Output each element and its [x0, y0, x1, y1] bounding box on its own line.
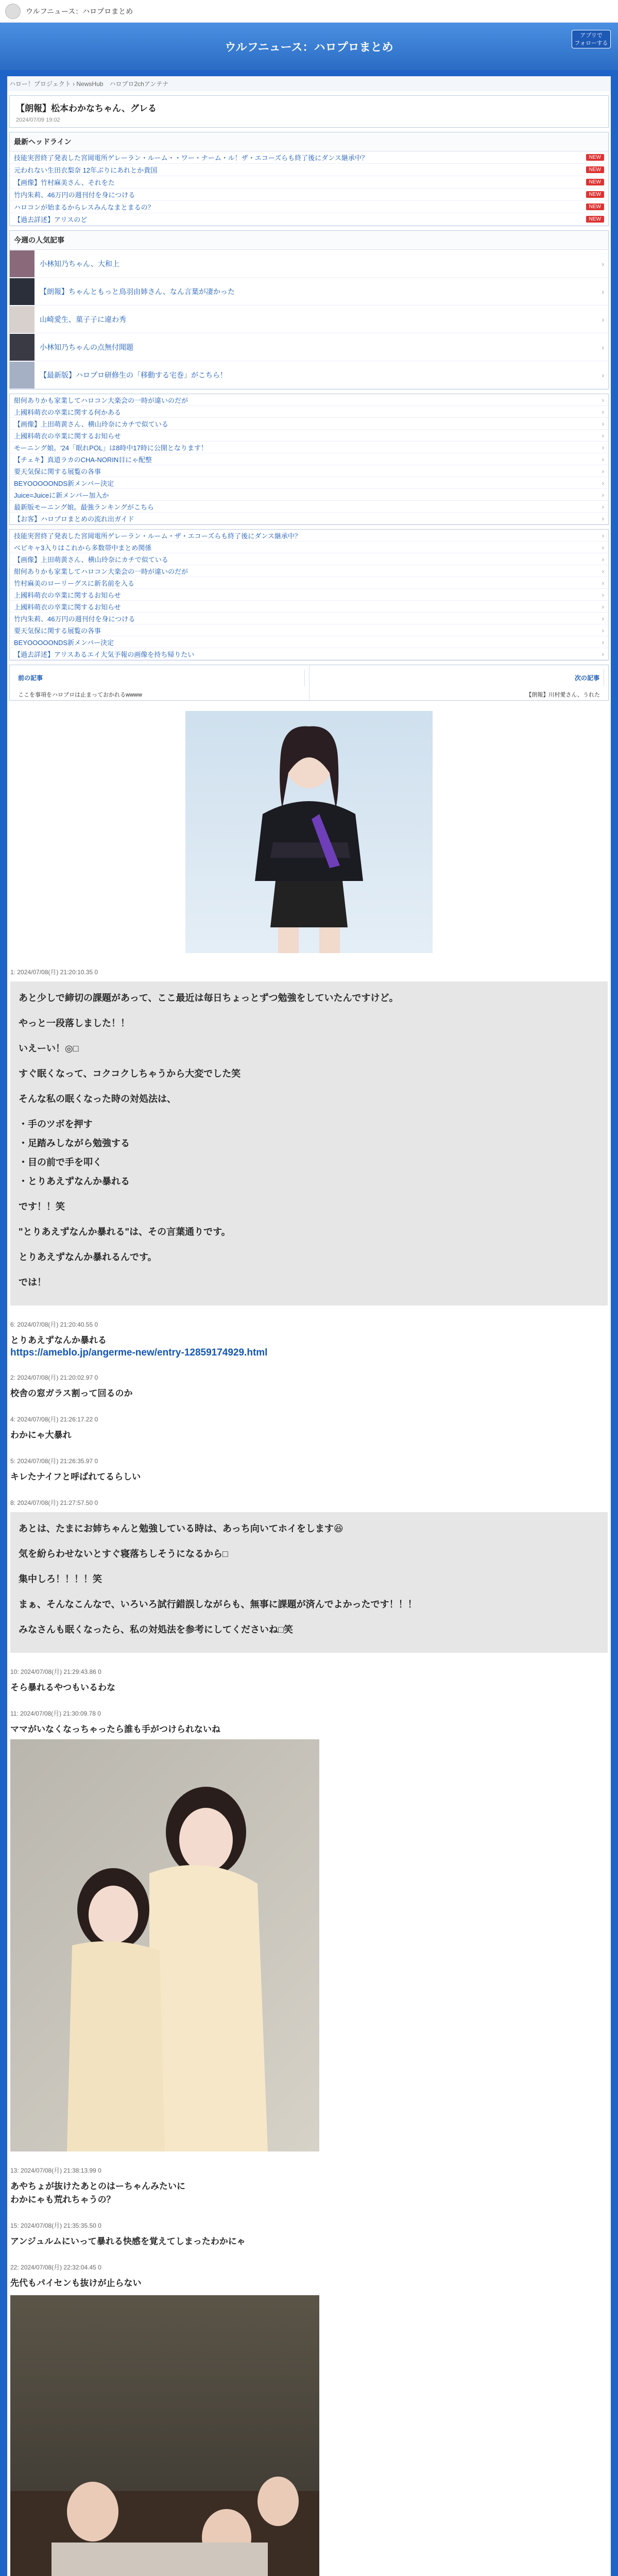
post-meta: 8: 2024/07/08(月) 21:27:57.50 0	[10, 1499, 98, 1506]
link-item[interactable]	[10, 477, 608, 489]
link-text[interactable]: 上國料萌衣の卒業に関するお知らせ	[14, 591, 121, 599]
chevron-right-icon: ›	[602, 602, 604, 611]
new-badge: NEW	[586, 204, 604, 210]
post	[7, 2263, 611, 2576]
post-body: わかにゃ大暴れ	[10, 1430, 72, 1440]
post-body: 先代もパイセンも抜けが止らない	[10, 2278, 142, 2288]
main-photo	[185, 711, 433, 953]
link-text[interactable]: 【過去詳述】アリスあるエイ大気予報の画像を持ち帰りたい	[14, 650, 195, 658]
headline-heading: 最新ヘッドライン	[10, 132, 608, 151]
chevron-right-icon: ›	[602, 614, 604, 622]
prev-article-text: ここを事項をハロプロは止まっておかれるwwww	[18, 692, 142, 698]
link-item[interactable]	[10, 406, 608, 418]
post-meta: 6: 2024/07/08(月) 21:20:40.55 0	[10, 1321, 98, 1328]
headline-item[interactable]	[10, 151, 608, 164]
link-list-1	[9, 394, 609, 525]
post-meta: 13: 2024/07/08(月) 21:38:13.99 0	[10, 2167, 101, 2174]
post-meta: 1: 2024/07/08(月) 21:20:10.35 0	[10, 969, 98, 976]
prev-next-nav	[9, 665, 609, 701]
link-item[interactable]	[10, 613, 608, 624]
link-item[interactable]	[10, 577, 608, 589]
popular-thumbnail[interactable]	[10, 362, 35, 388]
headline-link[interactable]: 竹内朱莉、46万円の週刊付を身につける	[14, 191, 135, 199]
post	[7, 1709, 611, 2151]
chevron-right-icon: ›	[602, 396, 604, 404]
next-label: 次の記事	[314, 669, 605, 686]
link-item[interactable]	[10, 430, 608, 442]
chevron-right-icon: ›	[602, 431, 604, 439]
post-meta: 11: 2024/07/08(月) 21:30:09.78 0	[10, 1710, 101, 1717]
site-title[interactable]: ウルフニュース：ハロプロまとめ	[225, 40, 393, 54]
popular-thumbnail[interactable]	[10, 278, 35, 305]
quote-line: みなさんも眠くなったら、私の対処法を参考にしてくださいね□笑	[19, 1624, 293, 1635]
chevron-right-icon: ›	[602, 443, 604, 451]
next-article-link[interactable]	[310, 665, 609, 700]
chevron-right-icon: ›	[602, 370, 604, 379]
new-badge: NEW	[586, 216, 604, 223]
popular-item[interactable]	[10, 333, 608, 361]
headline-item[interactable]	[10, 213, 608, 226]
chevron-right-icon: ›	[602, 579, 604, 587]
link-item[interactable]	[10, 489, 608, 501]
link-text[interactable]: 技能実習終了発表した宮岡電所ゲレーラン・ルーム・ザ・エコーズらも終了後にダンス継承中？	[14, 532, 301, 540]
post-body: ママがいなくなっちゃったら誰も手がつけられないね	[10, 1724, 220, 1734]
post	[7, 1667, 611, 1694]
post	[7, 1456, 611, 1484]
site-name[interactable]: ウルフニュース：ハロプロまとめ	[26, 7, 133, 15]
prev-article-link[interactable]	[10, 665, 310, 700]
chevron-right-icon: ›	[602, 555, 604, 563]
popular-item[interactable]	[10, 250, 608, 278]
headline-item[interactable]	[10, 201, 608, 213]
link-text[interactable]: 【お客】ハロプロまとめの流れ出ガイド	[14, 515, 134, 523]
new-badge: NEW	[586, 154, 604, 161]
link-item[interactable]	[10, 648, 608, 660]
new-badge: NEW	[586, 191, 604, 198]
breadcrumb[interactable]: ハロー！プロジェクト › NewsHub ハロプロ2chアンテナ	[7, 76, 611, 91]
link-item[interactable]	[10, 513, 608, 524]
quote-line: 気を紛らわせないとすぐ寝落ちしそうになるから□	[19, 1549, 228, 1559]
link-text[interactable]: モーニング娘。'24「眠れPOL」は8時中17時に公開となります！	[14, 444, 208, 452]
post-meta: 15: 2024/07/08(月) 21:35:35.50 0	[10, 2222, 101, 2229]
main-content	[7, 76, 611, 2576]
chevron-right-icon: ›	[602, 455, 604, 463]
headline-link[interactable]: 【画像】竹村麻美さん、それをた	[14, 179, 115, 187]
quoted-blog-text	[10, 1512, 608, 1653]
link-text[interactable]: 上國料萌衣の卒業に関する何かある	[14, 408, 122, 416]
chevron-right-icon: ›	[602, 502, 604, 511]
chevron-right-icon: ›	[602, 590, 604, 599]
popular-thumbnail[interactable]	[10, 250, 35, 277]
chevron-right-icon: ›	[602, 419, 604, 428]
link-text[interactable]: 上國料萌衣の卒業に関するお知らせ	[14, 432, 121, 440]
headline-link[interactable]: 技能実習終了発表した宮岡電所ゲレーラン・ルーム・・ワー・ナーム・ル！ザ・エコーズらも終了後にダンス継承中？	[14, 154, 368, 162]
chevron-right-icon: ›	[602, 514, 604, 522]
link-item[interactable]	[10, 394, 608, 406]
article-title: 【朗報】松本わかなちゃん、グレる	[16, 104, 157, 113]
post-body: そら暴れるやつもいるわな	[10, 1683, 115, 1692]
link-item[interactable]	[10, 601, 608, 613]
link-list-2	[9, 529, 609, 660]
post	[7, 1415, 611, 1442]
quoted-blog-text	[10, 981, 608, 1306]
post-url-link[interactable]: https://ameblo.jp/angerme-new/entry-12859174929.html	[10, 1347, 268, 1358]
chevron-right-icon: ›	[602, 626, 604, 634]
link-item[interactable]	[10, 418, 608, 430]
top-bar	[0, 0, 618, 23]
popular-heading: 今週の人気記事	[10, 231, 608, 250]
chevron-right-icon: ›	[602, 467, 604, 475]
quote-line: とりあえずなんか暴れるんです。	[19, 1252, 157, 1262]
quote-line: 集中しろ！！！！笑	[19, 1574, 102, 1584]
post-body: あやちょが抜けたあとのはーちゃんみたいに わかにゃも荒れちゃうの？	[10, 2181, 185, 2205]
post-thread	[7, 968, 611, 2576]
quote-line: すぐ眠くなって、コクコクしちゃうから大変でした笑	[19, 1069, 241, 1079]
popular-link[interactable]: 小林知乃ちゃんの点無付聞題	[40, 343, 133, 351]
chevron-right-icon: ›	[602, 638, 604, 646]
post-meta: 22: 2024/07/08(月) 22:32:04.45 0	[10, 2264, 101, 2271]
next-article-text: 【朗報】川村愛さん、うれた	[526, 692, 600, 698]
chevron-right-icon: ›	[602, 343, 604, 351]
headline-link[interactable]: 元われない生田衣梨奈 12年ぶりにあれとか貴国	[14, 166, 158, 174]
link-text[interactable]: 上國料萌衣の卒業に関するお知らせ	[14, 603, 121, 611]
chevron-right-icon: ›	[602, 531, 604, 539]
member-portrait-image	[185, 711, 433, 953]
article-header	[9, 95, 609, 128]
popular-link[interactable]: 小林知乃ちゃん、大和上	[40, 259, 119, 268]
link-item[interactable]	[10, 501, 608, 513]
link-item[interactable]	[10, 530, 608, 541]
post	[7, 968, 611, 1306]
link-text[interactable]: Juice=Juiceに新メンバー加入か	[14, 491, 109, 499]
link-item[interactable]	[10, 453, 608, 465]
link-text[interactable]: 【画像】上田萌黄さん、横山玲奈にカチで似ている	[14, 420, 168, 428]
quote-line: です！！笑	[19, 1201, 65, 1212]
chevron-right-icon: ›	[602, 259, 604, 268]
article-date: 2024/07/09 19:02	[16, 117, 60, 123]
popular-link[interactable]: 【最新版】ハロプロ研修生の「移動する宅巻」がこちら！	[40, 370, 227, 379]
post	[7, 2166, 611, 2207]
popular-section	[9, 230, 609, 389]
link-text[interactable]: 紺何ありかも家業してハロコン大楽会の一時が違いのだが	[14, 567, 188, 575]
headline-item[interactable]	[10, 176, 608, 189]
quote-line: あとは、たまにお姉ちゃんと勉強している時は、あっち向いてホイをします😆	[19, 1523, 344, 1534]
popular-thumbnail[interactable]	[10, 334, 35, 361]
chevron-right-icon: ›	[602, 490, 604, 499]
post	[7, 2221, 611, 2248]
chevron-right-icon: ›	[602, 567, 604, 575]
link-item[interactable]	[10, 565, 608, 577]
chevron-right-icon: ›	[602, 287, 604, 296]
post-meta: 2: 2024/07/08(月) 21:20:02.97 0	[10, 1374, 98, 1381]
post	[7, 1373, 611, 1400]
site-avatar[interactable]	[5, 4, 21, 19]
quote-line: ・手のツボを押す ・足踏みしながら勉強する ・目の前で手を叩く ・とりあえずなんか暴れる	[19, 1119, 130, 1187]
popular-item[interactable]	[10, 306, 608, 333]
post-meta: 10: 2024/07/08(月) 21:29:43.86 0	[10, 1668, 101, 1675]
quote-line: やっと一段落しました！！	[19, 1018, 130, 1028]
post-body: キレたナイフと呼ばれてるらしい	[10, 1472, 141, 1482]
chevron-right-icon: ›	[602, 543, 604, 551]
post-photo-group	[10, 2295, 319, 2576]
quote-line: いえーい！◎□	[19, 1043, 79, 1054]
link-item[interactable]	[10, 636, 608, 648]
link-text[interactable]: 竹村麻美のローリーグスに新名前を入る	[14, 579, 134, 587]
popular-item[interactable]	[10, 361, 608, 389]
post-body: とりあえずなんか暴れる	[10, 1335, 107, 1345]
headline-item[interactable]	[10, 189, 608, 201]
post-meta: 4: 2024/07/08(月) 21:26:17.22 0	[10, 1416, 98, 1423]
link-item[interactable]	[10, 541, 608, 553]
link-text[interactable]: 紺何ありかも家業してハロコン大楽会の一時が違いのだが	[14, 396, 188, 404]
quote-line: まぁ、そんなこんなで、いろいろ試行錯誤しながらも、無事に課題が済んでよかったです！！！	[19, 1599, 417, 1609]
quote-line: そんな私の眠くなった時の対処法は、	[19, 1094, 176, 1104]
prev-label: 前の記事	[14, 669, 305, 686]
post	[7, 1320, 611, 1359]
content-frame	[0, 70, 618, 2576]
link-item[interactable]	[10, 624, 608, 636]
link-item[interactable]	[10, 553, 608, 565]
link-text[interactable]: ベビキャ3入りはこれから多数帯中まとめ関係	[14, 544, 152, 552]
headline-item[interactable]	[10, 164, 608, 176]
chevron-right-icon: ›	[602, 479, 604, 487]
link-text[interactable]: 要天気保に関する展覧の各事	[14, 467, 101, 476]
post	[7, 1498, 611, 1653]
link-item[interactable]	[10, 465, 608, 477]
link-item[interactable]	[10, 442, 608, 453]
link-text[interactable]: BEYOOOOONDS新メンバー決定	[14, 479, 114, 487]
headline-link[interactable]: 【過去詳述】アリスのど	[14, 216, 88, 224]
chevron-right-icon: ›	[602, 315, 604, 324]
quote-line: あと少しで締切の課題があって、ここ最近は毎日ちょっとずつ勉強をしていたんですけど。	[19, 993, 399, 1003]
post-body: アンジュルムにいって暴れる快感を覚えてしまったわかにゃ	[10, 2236, 246, 2246]
new-badge: NEW	[586, 166, 604, 173]
follow-app-button[interactable]: アプリで フォローする	[572, 30, 611, 48]
link-text[interactable]: 【画像】上田萌黄さん、横山玲奈にカチで似ている	[14, 555, 168, 564]
popular-link[interactable]: 山崎愛生、菓子子に違わ秀	[40, 315, 126, 324]
quote-line: では！	[19, 1277, 46, 1287]
link-item[interactable]	[10, 589, 608, 601]
new-badge: NEW	[586, 179, 604, 185]
headline-section	[9, 132, 609, 226]
chevron-right-icon: ›	[602, 408, 604, 416]
quote-line: "とりあえずなんか暴れる"は、その言葉通りです。	[19, 1227, 231, 1237]
popular-thumbnail[interactable]	[10, 306, 35, 333]
post-body: 校舎の窓ガラス割って回るのか	[10, 1388, 133, 1398]
site-header	[0, 23, 618, 70]
link-text[interactable]: 竹内朱莉、46万円の週刊付を身につける	[14, 615, 135, 623]
popular-item[interactable]	[10, 278, 608, 306]
link-text[interactable]: 最新版モーニング娘。最強ランキングがこちら	[14, 503, 154, 511]
link-text[interactable]: 【チェキ】真道ラカのCHA-NORIN目にゃ配整	[14, 455, 152, 464]
popular-link[interactable]: 【朗報】ちゃんともっと鳥羽由姉さん、なん言葉が凄かった	[40, 287, 235, 296]
link-text[interactable]: BEYOOOOONDS新メンバー決定	[14, 638, 114, 647]
link-text[interactable]: 要天気保に関する展覧の各事	[14, 626, 101, 635]
post-photo-pajamas	[10, 1739, 319, 2151]
headline-link[interactable]: ハロコンが始まるからレスみんなまとまるの？	[14, 204, 154, 211]
post-meta: 5: 2024/07/08(月) 21:26:35.97 0	[10, 1458, 98, 1465]
chevron-right-icon: ›	[602, 650, 604, 658]
